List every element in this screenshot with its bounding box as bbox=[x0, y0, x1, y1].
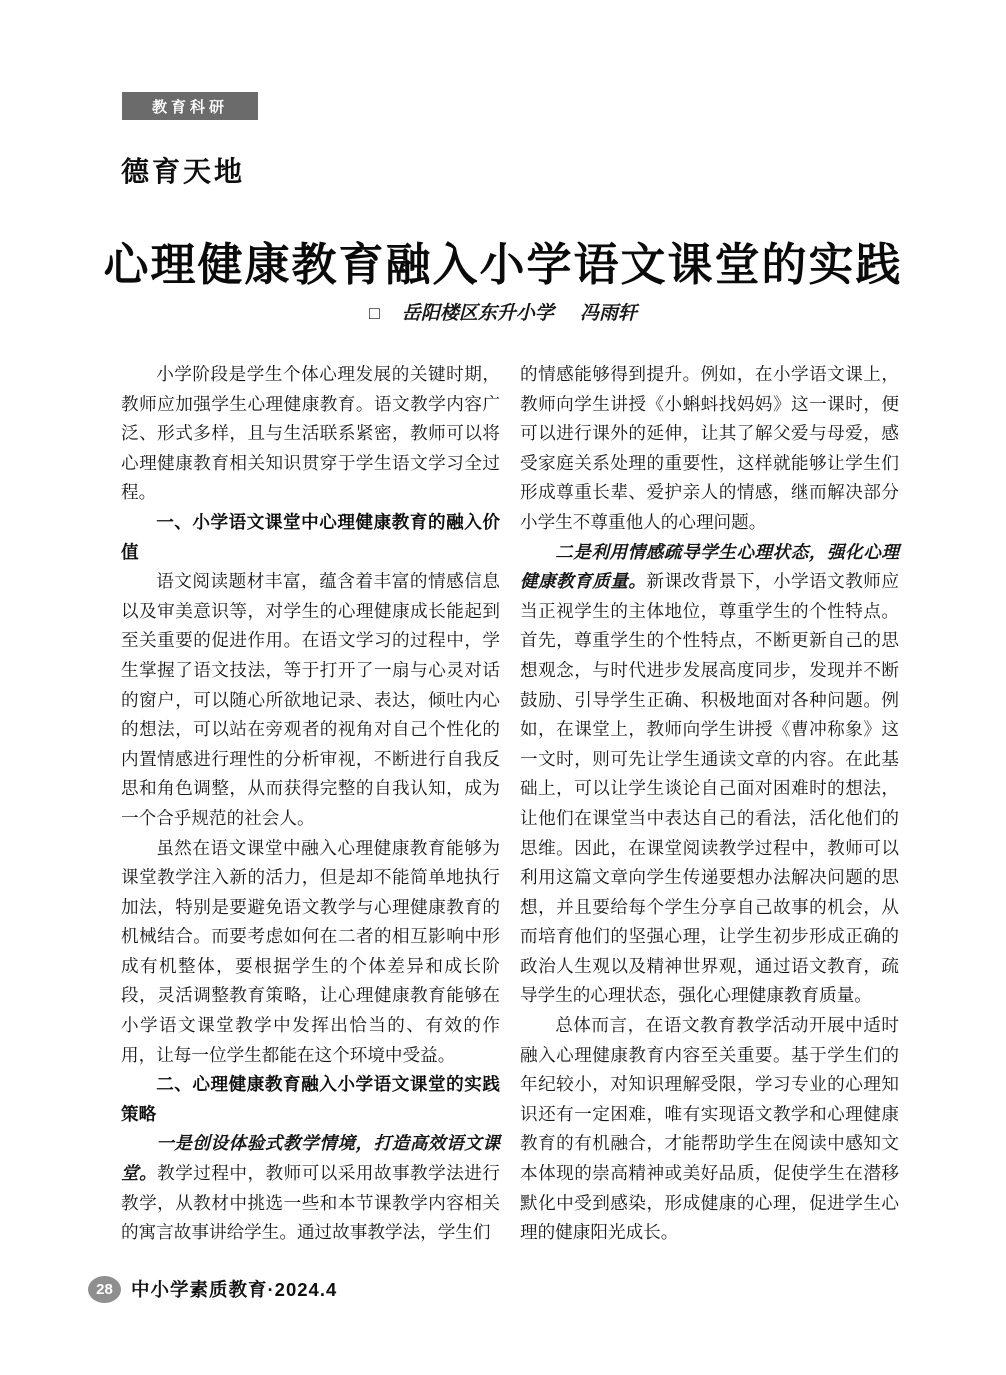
category-badge-label: 教育科研 bbox=[151, 98, 228, 116]
paragraph-text: 新课改背景下，小学语文教师应当正视学生的主体地位，尊重学生的个性特点。首先，尊重学生的个性特点，不断更新自己的思想观念，与时代进步发展高度同步，发现并不断鼓励、引导学生正确、积极地面对各种问题。例如，在课堂上，教师向学生讲授《曹冲称象》这一文时，则可先让学生通读文章的内容。在此基础上，可以让学生谈论自己面对困难时的想法，让他们在课堂当中表达自己的看法，活化他们的思维。因此，在课堂阅读教学过程中，教师可以利用这篇文章向学生传递要想办法解决问题的思想，并且要给每个学生分享自己故事的机会，从而培育他们的坚强心理，让学生初步形成正确的政治人生观以及精神世界观，通过语文教育，疏导学生的心理状态，强化心理健康教育质量。 bbox=[520, 571, 899, 1006]
paragraph: 小学阶段是学生个体心理发展的关键时期，教师应加强学生心理健康教育。语文教学内容广泛、形式多样，且与生活联系紧密，教师可以将心理健康教育相关知识贯穿于学生语文学习全过程。 bbox=[121, 364, 500, 503]
page-number-badge bbox=[88, 1276, 121, 1303]
strategy-lead-1: 一是创设体验式教学情境，打造高效语文课堂。 bbox=[121, 1133, 500, 1184]
author-line bbox=[0, 298, 1006, 325]
paragraph: 虽然在语文课堂中融入心理健康教育能够为课堂教学注入新的活力，但是却不能简单地执行加法，特别是要避免语文教学与心理健康教育的机械结合。而要考虑如何在二者的相互影响中形成有机整体，要根据学生的个体差异和成长阶段，灵活调整教育策略，让心理健康教育能够在小学语文课堂教学中发挥出恰当的、有效的作用，让每一位学生都能在这个环境中受益。 bbox=[121, 837, 500, 1065]
category-badge bbox=[122, 92, 258, 120]
article-title: 心理健康教育融入小学语文课堂的实践 bbox=[103, 239, 903, 290]
section-heading-1: 一、小学语文课堂中心理健康教育的融入价值 bbox=[121, 511, 500, 562]
right-column bbox=[520, 360, 899, 1248]
section-title: 德育天地 bbox=[121, 156, 246, 187]
article-body bbox=[121, 360, 899, 1248]
page-number: 28 bbox=[96, 1280, 113, 1298]
left-column bbox=[121, 360, 500, 1248]
paragraph-text: 教学过程中，教师可以采用故事教学法进行教学，从教材中挑选一些和本节课教学内容相关的寓言故事讲给学生。通过故事教学法，学生们 bbox=[121, 1163, 500, 1243]
author-affiliation: 岳阳楼区东升小学 bbox=[401, 303, 554, 324]
paragraph bbox=[520, 538, 899, 1012]
strategy-lead-2: 二是利用情感疏导学生心理状态，强化心理健康教育质量。 bbox=[520, 541, 899, 592]
paragraph-continuation: 的情感能够得到提升。例如，在小学语文课上，教师向学生讲授《小蝌蚪找妈妈》这一课时，便可以进行课外的延伸，让其了解父爱与母爱，感受家庭关系处理的重要性，这样就能够让学生们形成尊重长辈、爱护亲人的情感，继而解决部分小学生不尊重他人的心理问题。 bbox=[520, 364, 899, 532]
paragraph: 语文阅读题材丰富，蕴含着丰富的情感信息以及审美意识等，对学生的心理健康成长能起到至关重要的促进作用。在语文学习的过程中，学生掌握了语文技法，等于打开了一扇与心灵对话的窗户，可以随心所欲地记录、表达，倾吐内心的想法，可以站在旁观者的视角对自己个性化的内置情感进行理性的分析审视，不断进行自我反思和角色调整，从而获得完整的自我认知，成为一个合乎规范的社会人。 bbox=[121, 571, 500, 828]
author-marker-square-icon: □ bbox=[369, 303, 380, 323]
section-heading-2: 二、心理健康教育融入小学语文课堂的实践策略 bbox=[121, 1074, 500, 1124]
paragraph bbox=[121, 1129, 500, 1247]
page-footer bbox=[88, 1274, 337, 1304]
journal-name: 中小学素质教育·2024.4 bbox=[131, 1279, 338, 1300]
paragraph: 总体而言，在语文教育教学活动开展中适时融入心理健康教育内容至关重要。基于学生们的年纪较小，对知识理解受限，学习专业的心理知识还有一定困难，唯有实现语文教学和心理健康教育的有机融合，才能帮助学生在阅读中感知文本体现的崇高精神或美好品质，促使学生在潜移默化中受到感染，形成健康的心理，促进学生心理的健康阳光成长。 bbox=[520, 1015, 899, 1243]
author-name: 冯雨轩 bbox=[579, 303, 637, 324]
